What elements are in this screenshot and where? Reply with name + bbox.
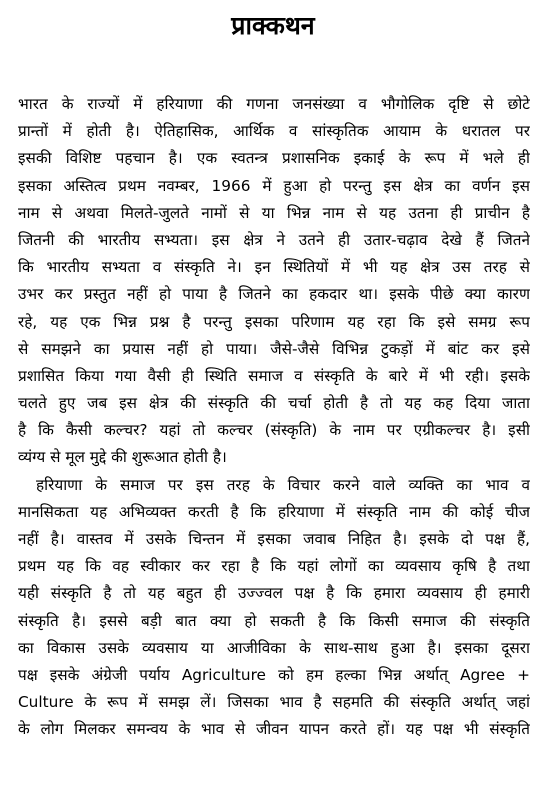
text-line: संस्कृति है। इससे बड़ी बात क्या हो सकती है कि किसी समाज की संस्कृति (18, 611, 530, 630)
text-line: इसका अस्तित्व प्रथम नवम्बर, 1966 में हुआ हो परन्तु इस क्षेत्र का वर्णन इस (18, 176, 530, 195)
page-title: प्राक्कथन (231, 11, 315, 40)
text-line: के लोग मिलकर समन्वय के भाव से जीवन यापन करते हों। यह पक्ष भी संस्कृति (18, 720, 530, 739)
text-line: इसकी विशिष्ट पहचान है। एक स्वतन्त्र प्रशासनिक इकाई के रूप में भले ही (18, 149, 530, 168)
text-line: का विकास उसके व्यवसाय या आजीविका के साथ-साथ हुआ है। इसका दूसरा (18, 638, 530, 657)
text-line: मानसिकता यह अभिव्यक्त करती है कि हरियाणा में संस्कृति नाम की कोई चीज (18, 502, 530, 521)
text-line: प्रशासित किया गया वैसी ही स्थिति समाज व संस्कृति के बारे में भी रही। इसके (18, 366, 530, 385)
text-line: भारत के राज्यों में हरियाणा की गणना जनसंख्या व भौगोलिक दृष्टि से छोटे (18, 95, 530, 113)
text-line: चलते हुए जब इस क्षेत्र की संस्कृति की चर्चा होती है तो यह कह दिया जाता (18, 394, 530, 413)
body-text (18, 91, 530, 744)
text-line: है कि कैसी कल्चर? यहां तो कल्चर (संस्कृति) के नाम पर एग्रीकल्चर है। इसी (18, 421, 530, 440)
text-line: रहे, यह एक भिन्न प्रश्न है परन्तु इसका परिणाम यह रहा कि इसे समग्र रूप (18, 312, 530, 331)
paragraph-start-line: हरियाणा के समाज पर इस तरह के विचार करने वाले व्यक्ति का भाव व (36, 475, 530, 494)
text-line: उभर कर प्रस्तुत नहीं हो पाया है जितने का हकदार था। इसके पीछे क्या कारण (18, 285, 530, 304)
text-line: नाम से अथवा मिलते-जुलते नामों से या भिन्न नाम से यह उतना ही प्राचीन है (18, 203, 530, 222)
text-line: यही संस्कृति है तो यह बहुत ही उज्ज्वल पक्ष है कि हमारा व्यवसाय ही हमारी (18, 584, 530, 603)
text-line: नहीं है। वास्तव में उसके चिन्तन में इसका जवाब निहित है। इसके दो पक्ष हैं, (18, 530, 530, 548)
text-line: Culture के रूप में समझ लें। जिसका भाव है सहमति की संस्कृति अर्थात् जहां (18, 693, 530, 712)
paragraph-end-line: व्यंग्य से मूल मुद्दे की शुरूआत होती है। (18, 448, 227, 467)
text-line: प्रान्तों में होती है। ऐतिहासिक, आर्थिक व सांस्कृतिक आयाम के धरातल पर (18, 122, 530, 141)
text-line: पक्ष इसके अंग्रेजी पर्याय Agriculture को हम हल्का भिन्न अर्थात् Agree + (18, 665, 530, 684)
text-line: जितनी की भारतीय सभ्यता। इस क्षेत्र ने उतने ही उतार-चढ़ाव देखे हैं जितने (18, 230, 530, 249)
text-line: से समझने का प्रयास नहीं हो पाया। जैसे-जैसे विभिन्न टुकड़ों में बांट कर इसे (18, 339, 530, 358)
text-line: कि भारतीय सभ्यता व संस्कृति ने। इन स्थितियों में भी यह क्षेत्र उस तरह से (18, 258, 530, 277)
text-line: प्रथम यह कि वह स्वीकार कर रहा है कि यहां लोगों का व्यवसाय कृषि है तथा (18, 557, 530, 576)
